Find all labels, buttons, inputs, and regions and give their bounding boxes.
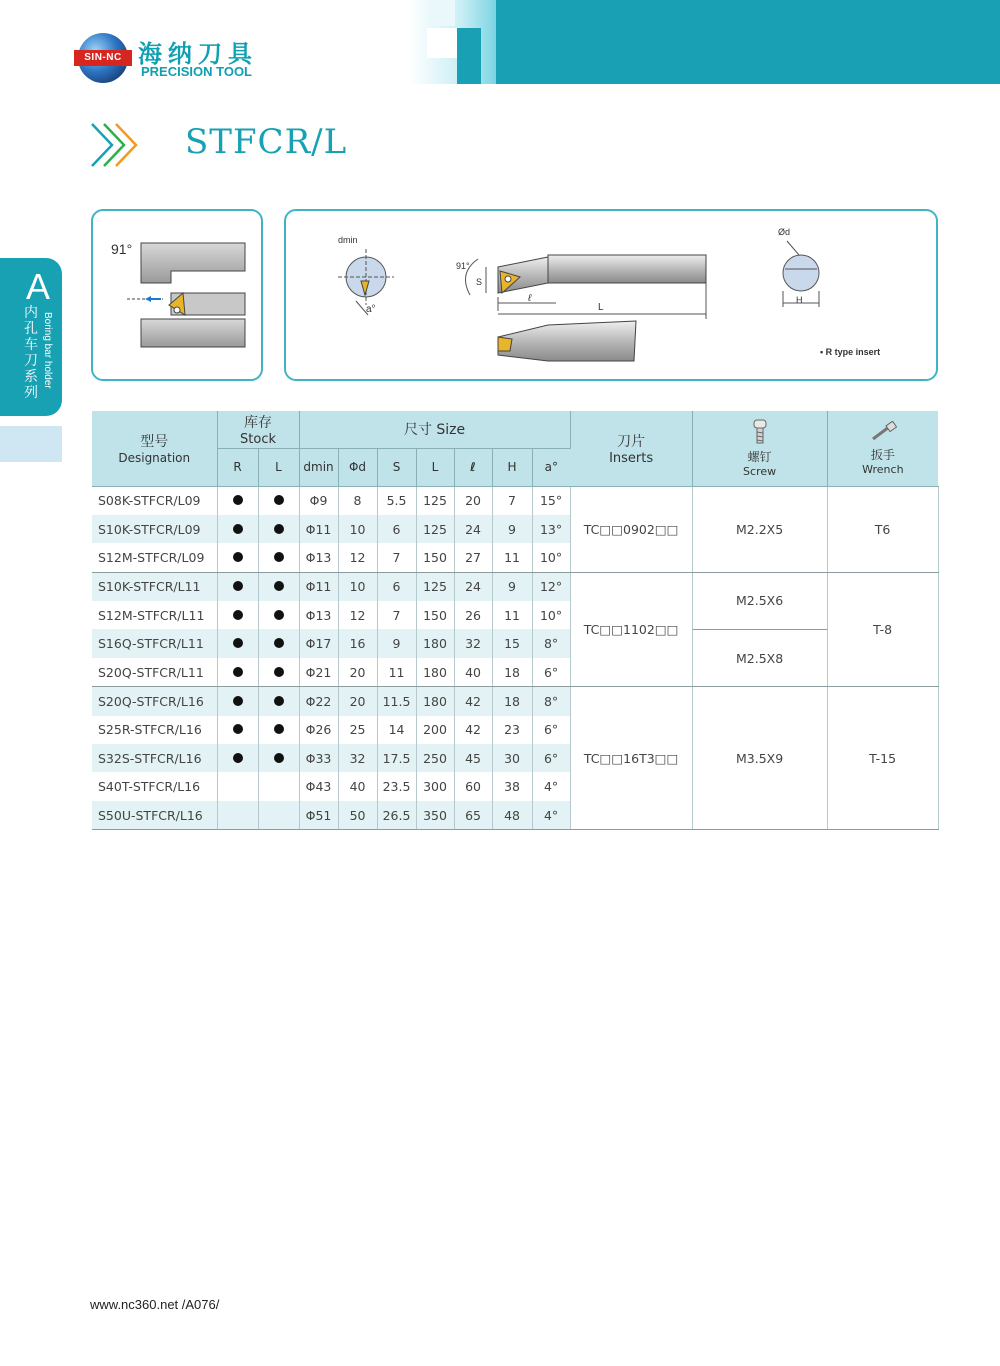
cell-ls: 24 [454,515,492,543]
stock-dot-icon [233,610,243,620]
screw-icon [751,419,769,445]
cell-ls: 24 [454,572,492,601]
size-header: 尺寸 Size [299,411,570,448]
cell-dmin: Φ13 [299,601,338,629]
cell-a: 4° [532,801,570,830]
stock-dot-icon [274,581,284,591]
cell-dmin: Φ43 [299,772,338,800]
stock-dot-icon [274,667,284,677]
cell-r [217,801,258,830]
cell-a: 8° [532,687,570,716]
wrench-cell: T6 [827,486,938,572]
cell-L: 250 [416,744,454,772]
stock-dot-icon [274,495,284,505]
cell-l [258,716,299,744]
section-name-en: Boring bar holder [42,312,53,389]
cell-a: 13° [532,515,570,543]
lsmall-header: ℓ [454,448,492,486]
stock-dot-icon [274,524,284,534]
cell-dmin: Φ21 [299,658,338,687]
stock-dot-icon [274,724,284,734]
stock-header-en: Stock [240,431,276,447]
screw-header-en: Screw [743,464,777,478]
cell-d: 12 [338,543,377,572]
cell-h: 11 [492,543,532,572]
inserts-header-en: Inserts [609,450,654,466]
cell-a: 15° [532,486,570,515]
cell-L: 180 [416,629,454,657]
cell-h: 48 [492,801,532,830]
cell-l [258,601,299,629]
cell-des: S25R-STFCR/L16 [92,716,217,744]
cell-r [217,658,258,687]
cell-r [217,687,258,716]
cell-L: 150 [416,601,454,629]
insert-type-note: • R type insert [820,347,881,357]
cell-dmin: Φ26 [299,716,338,744]
cell-dmin: Φ9 [299,486,338,515]
phid-label: Ød [778,227,791,237]
table-row [92,687,938,716]
stock-l-header: L [258,448,299,486]
inserts-header-cn: 刀片 [617,433,646,450]
designation-header-cn: 型号 [140,434,169,451]
cell-l [258,744,299,772]
section-tab-secondary [0,426,62,462]
cell-s: 11.5 [377,687,416,716]
cell-s: 6 [377,515,416,543]
cell-a: 10° [532,601,570,629]
stock-dot-icon [233,696,243,706]
cell-a: 6° [532,658,570,687]
h-header: H [492,448,532,486]
brand-logo [78,33,128,83]
cell-h: 38 [492,772,532,800]
screw-header-cn: 螺钉 [747,449,772,464]
cell-L: 300 [416,772,454,800]
cell-ls: 27 [454,543,492,572]
cell-d: 20 [338,687,377,716]
cell-a: 10° [532,543,570,572]
cell-l [258,543,299,572]
alpha-label: a° [366,304,376,315]
cell-des: S10K-STFCR/L09 [92,515,217,543]
screw-value: M2.5X6 [693,573,827,630]
alpha-header: a° [532,448,570,486]
cell-l [258,572,299,601]
table-body [92,486,938,830]
chevron-arrows-icon [90,122,150,168]
screw-header [692,411,827,486]
cell-s: 14 [377,716,416,744]
cell-l [258,658,299,687]
cell-ls: 42 [454,716,492,744]
cell-d: 40 [338,772,377,800]
cell-ls: 32 [454,629,492,657]
angle-label: 91° [456,261,470,271]
cell-L: 180 [416,658,454,687]
angle-label: 91° [111,241,133,257]
cell-r [217,543,258,572]
brand-name-cn: 海纳刀具 [138,40,258,68]
cell-d: 16 [338,629,377,657]
wrench-header-cn: 扳手 [870,447,895,462]
cell-L: 180 [416,687,454,716]
cell-des: S12M-STFCR/L09 [92,543,217,572]
stock-dot-icon [274,552,284,562]
cell-a: 6° [532,716,570,744]
cell-ls: 65 [454,801,492,830]
screw-value: M2.5X8 [736,650,784,666]
wrench-header-en: Wrench [862,462,904,476]
l-small-label: ℓ [528,293,532,304]
stock-r-header: R [217,448,258,486]
cell-L: 150 [416,543,454,572]
stock-dot-icon [274,638,284,648]
stock-header [217,411,299,448]
cell-dmin: Φ17 [299,629,338,657]
cell-s: 17.5 [377,744,416,772]
cell-r [217,572,258,601]
cell-r [217,629,258,657]
header-decor [433,0,455,26]
cell-a: 8° [532,629,570,657]
cell-l [258,687,299,716]
cell-r [217,744,258,772]
dimension-diagram [284,209,938,381]
inserts-header [570,411,692,486]
stock-dot-icon [274,610,284,620]
cell-d: 20 [338,658,377,687]
cell-d: 10 [338,572,377,601]
header-decor [457,28,481,84]
cell-des: S20Q-STFCR/L16 [92,687,217,716]
cell-l [258,772,299,800]
cell-s: 7 [377,543,416,572]
cell-r [217,486,258,515]
page-title: STFCR/L [185,122,348,162]
footer-url: www.nc360.net /A076/ [90,1297,220,1312]
cell-h: 9 [492,572,532,601]
cell-d: 25 [338,716,377,744]
boring-illustration [93,211,261,379]
cell-des: S50U-STFCR/L16 [92,801,217,830]
cell-dmin: Φ11 [299,572,338,601]
stock-dot-icon [233,667,243,677]
s-header: S [377,448,416,486]
cell-des: S16Q-STFCR/L11 [92,629,217,657]
cell-ls: 42 [454,687,492,716]
cell-h: 18 [492,658,532,687]
cell-L: 125 [416,486,454,515]
s-label: S [476,277,483,287]
cell-h: 30 [492,744,532,772]
insert-cell: TC□□1102□□ [570,572,692,687]
cell-r [217,772,258,800]
dmin-label: dmin [338,235,358,245]
cell-ls: 60 [454,772,492,800]
cell-r [217,515,258,543]
cell-L: 200 [416,716,454,744]
lbig-header: L [416,448,454,486]
cell-d: 8 [338,486,377,515]
cell-ls: 40 [454,658,492,687]
cell-des: S40T-STFCR/L16 [92,772,217,800]
stock-dot-icon [233,495,243,505]
cell-des: S32S-STFCR/L16 [92,744,217,772]
wrench-icon [869,421,897,443]
cell-dmin: Φ51 [299,801,338,830]
section-letter: A [26,266,51,307]
cell-h: 18 [492,687,532,716]
cell-s: 5.5 [377,486,416,515]
stock-dot-icon [233,753,243,763]
cell-l [258,486,299,515]
cell-dmin: Φ13 [299,543,338,572]
cell-des: S20Q-STFCR/L11 [92,658,217,687]
cell-r [217,601,258,629]
cell-ls: 45 [454,744,492,772]
screw-cell: M2.2X5 [692,486,827,572]
cell-des: S12M-STFCR/L11 [92,601,217,629]
cell-h: 23 [492,716,532,744]
cell-dmin: Φ11 [299,515,338,543]
wrench-cell: T-15 [827,687,938,830]
insert-cell: TC□□0902□□ [570,486,692,572]
cell-h: 15 [492,629,532,657]
brand-name-en: PRECISION TOOL [141,64,252,79]
stock-dot-icon [274,696,284,706]
table-row [92,486,938,515]
cell-s: 26.5 [377,801,416,830]
wrench-cell: T-8 [827,572,938,687]
h-label: H [796,295,803,305]
designation-header [92,411,217,486]
logo-text: SIN-NC [74,50,132,66]
cell-h: 7 [492,486,532,515]
cell-r [217,716,258,744]
header-decor [427,28,457,58]
wrench-header [827,411,938,486]
insert-cell: TC□□16T3□□ [570,687,692,830]
cell-L: 125 [416,572,454,601]
cell-h: 9 [492,515,532,543]
table-row [92,572,938,601]
machining-diagram [91,209,263,381]
designation-header-en: Designation [118,451,191,466]
cell-L: 350 [416,801,454,830]
stock-header-cn: 库存 [244,414,272,431]
cell-d: 10 [338,515,377,543]
cell-l [258,629,299,657]
cell-L: 125 [416,515,454,543]
specification-table [92,411,939,830]
cell-a: 6° [532,744,570,772]
cell-s: 11 [377,658,416,687]
cell-dmin: Φ33 [299,744,338,772]
stock-dot-icon [274,753,284,763]
section-name-cn: 内孔车刀系列 [24,305,38,401]
stock-dot-icon [233,581,243,591]
cell-a: 4° [532,772,570,800]
cell-s: 7 [377,601,416,629]
cell-des: S10K-STFCR/L11 [92,572,217,601]
dmin-header: dmin [299,448,338,486]
cell-a: 12° [532,572,570,601]
cell-s: 23.5 [377,772,416,800]
screw-cell: M3.5X9 [692,687,827,830]
cell-ls: 26 [454,601,492,629]
stock-dot-icon [233,638,243,648]
l-big-label: L [598,302,604,313]
cell-ls: 20 [454,486,492,515]
stock-dot-icon [233,552,243,562]
cell-l [258,515,299,543]
header-band [496,0,1000,84]
screw-cell [692,572,827,687]
cell-dmin: Φ22 [299,687,338,716]
cell-d: 32 [338,744,377,772]
cell-d: 12 [338,601,377,629]
cell-des: S08K-STFCR/L09 [92,486,217,515]
cell-h: 11 [492,601,532,629]
stock-dot-icon [233,524,243,534]
cell-l [258,801,299,830]
cell-s: 9 [377,629,416,657]
cell-s: 6 [377,572,416,601]
cell-d: 50 [338,801,377,830]
phid-header: Φd [338,448,377,486]
stock-dot-icon [233,724,243,734]
